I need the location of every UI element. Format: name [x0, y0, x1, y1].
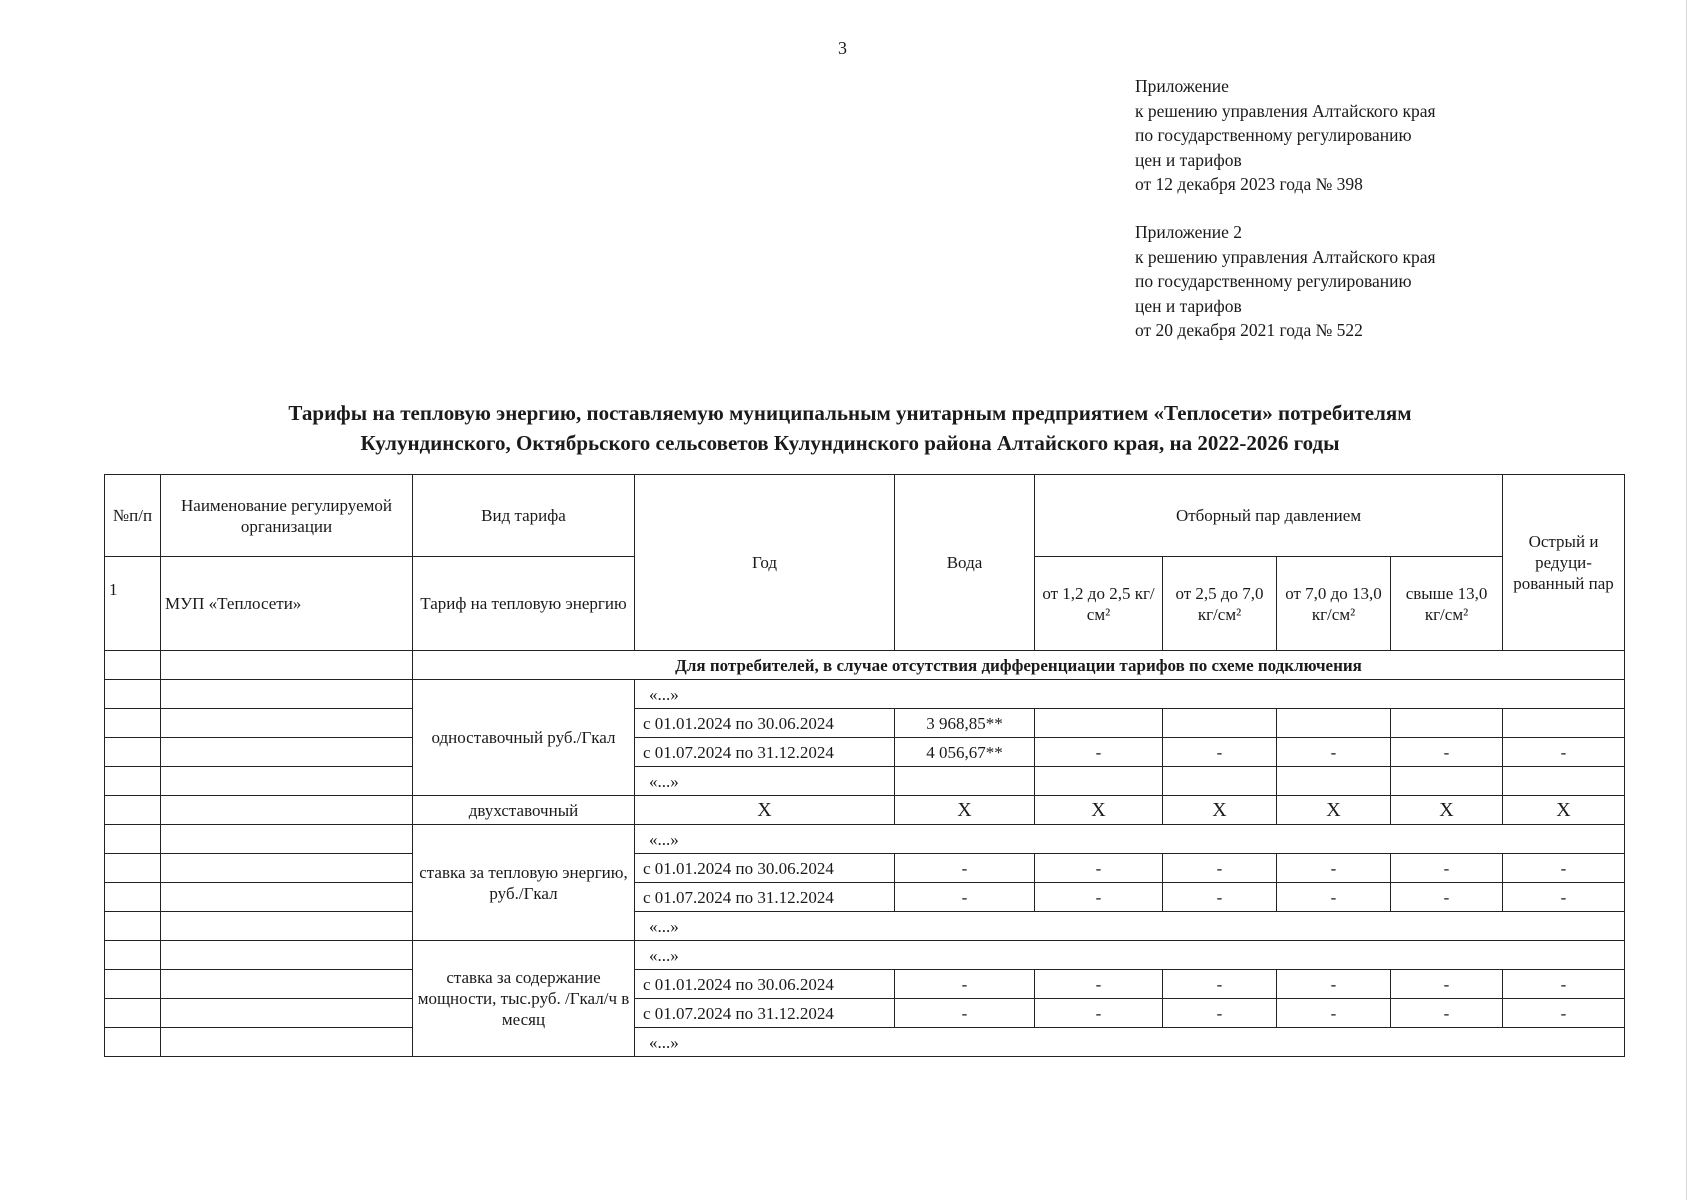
ellipsis: «...»: [635, 825, 1625, 854]
x-cell: Х: [1503, 796, 1625, 825]
appendix-2-line: к решению управления Алтайского края: [1135, 246, 1436, 267]
header-water: Вода: [895, 475, 1035, 651]
period-cell: с 01.01.2024 по 30.06.2024: [635, 970, 895, 999]
dash-cell: -: [1035, 738, 1163, 767]
header-steam: Отборный пар давлением: [1035, 475, 1503, 557]
dash-cell: -: [1163, 738, 1277, 767]
x-cell: Х: [635, 796, 895, 825]
dash-cell: -: [1503, 738, 1625, 767]
water-value: 4 056,67**: [895, 738, 1035, 767]
table-row: [105, 796, 1625, 825]
dash-cell: -: [1503, 999, 1625, 1028]
dash-cell: -: [895, 883, 1035, 912]
section-title: Для потребителей, в случае отсутствия дифференциации тарифов по схеме подключения: [413, 651, 1625, 680]
header-sharp-steam: Острый и редуци-рованный пар: [1503, 475, 1625, 651]
dash-cell: -: [1277, 883, 1391, 912]
dash-cell: -: [1163, 883, 1277, 912]
ellipsis: «...»: [635, 912, 1625, 941]
dash-cell: -: [1035, 970, 1163, 999]
header-org: Наименование регулируемой организации: [161, 475, 413, 557]
dash-cell: -: [1277, 854, 1391, 883]
dash-cell: -: [1163, 999, 1277, 1028]
dash-cell: -: [1391, 854, 1503, 883]
dash-cell: -: [1277, 999, 1391, 1028]
table-header-row: [105, 475, 1625, 557]
document-title: [150, 398, 1550, 458]
header-num: №п/п: [105, 475, 161, 557]
dash-cell: -: [1391, 970, 1503, 999]
two-rate-label: двухставочный: [413, 796, 635, 825]
table-row: [105, 999, 1625, 1028]
x-cell: Х: [1391, 796, 1503, 825]
document-title-line-2: Кулундинского, Октябрьского сельсоветов Кулундинского района Алтайского края, на 2022-2026 годы: [360, 431, 1340, 455]
tariff-table: [104, 474, 1625, 1057]
dash-cell: -: [1503, 883, 1625, 912]
ellipsis: «...»: [635, 680, 1625, 709]
dash-cell: -: [895, 999, 1035, 1028]
dash-cell: -: [1163, 970, 1277, 999]
appendix-1-line: от 12 декабря 2023 года № 398: [1135, 174, 1363, 194]
row-num: 1: [105, 557, 161, 651]
dash-cell: -: [895, 970, 1035, 999]
appendix-1-line: по государственному регулированию: [1135, 125, 1412, 145]
table-row: [105, 825, 1625, 854]
appendix-2-line: Приложение 2: [1135, 222, 1243, 242]
dash-cell: -: [1035, 883, 1163, 912]
ellipsis: «...»: [635, 941, 1625, 970]
header-steam-4: свыше 13,0 кг/см²: [1391, 557, 1503, 651]
document-title-line-1: Тарифы на тепловую энергию, поставляемую муниципальным унитарным предприятием «Теплосети» потребителям: [288, 401, 1412, 425]
dash-cell: -: [1503, 854, 1625, 883]
table-row: [105, 912, 1625, 941]
header-steam-2: от 2,5 до 7,0 кг/см²: [1163, 557, 1277, 651]
table-row: [105, 767, 1625, 796]
x-cell: Х: [895, 796, 1035, 825]
period-cell: с 01.07.2024 по 31.12.2024: [635, 999, 895, 1028]
scan-edge-line: [1686, 0, 1687, 1200]
dash-cell: -: [1163, 854, 1277, 883]
dash-cell: -: [1391, 738, 1503, 767]
appendix-1-block: [1135, 74, 1436, 197]
ellipsis: «...»: [635, 767, 895, 796]
table-row: [105, 680, 1625, 709]
dash-cell: -: [895, 854, 1035, 883]
heat-rate-label: ставка за тепловую энергию, руб./Гкал: [413, 825, 635, 941]
header-tariff-type: Вид тарифа: [413, 475, 635, 557]
period-cell: с 01.07.2024 по 31.12.2024: [635, 738, 895, 767]
header-year: Год: [635, 475, 895, 651]
x-cell: Х: [1035, 796, 1163, 825]
x-cell: Х: [1277, 796, 1391, 825]
appendix-2-block: [1135, 220, 1436, 343]
dash-cell: -: [1391, 999, 1503, 1028]
table-row: [105, 738, 1625, 767]
appendix-1-line: цен и тарифов: [1135, 149, 1242, 170]
table-row: [105, 883, 1625, 912]
table-row: [105, 941, 1625, 970]
dash-cell: -: [1503, 970, 1625, 999]
row-org-name: МУП «Теплосети»: [161, 557, 413, 651]
appendix-1-line: к решению управления Алтайского края: [1135, 100, 1436, 121]
ellipsis: «...»: [635, 1028, 1625, 1057]
table-row: [105, 970, 1625, 999]
row-tariff-name: Тариф на тепловую энергию: [413, 557, 635, 651]
table-row: [105, 651, 1625, 680]
table-row: [105, 1028, 1625, 1057]
dash-cell: -: [1035, 999, 1163, 1028]
page-number: 3: [838, 38, 847, 58]
dash-cell: -: [1277, 738, 1391, 767]
dash-cell: -: [1277, 970, 1391, 999]
dash-cell: -: [1391, 883, 1503, 912]
appendix-1-line: Приложение: [1135, 76, 1229, 96]
table-row: [105, 854, 1625, 883]
period-cell: с 01.07.2024 по 31.12.2024: [635, 883, 895, 912]
appendix-2-line: от 20 декабря 2021 года № 522: [1135, 320, 1363, 340]
appendix-2-line: по государственному регулированию: [1135, 271, 1412, 291]
capacity-rate-label: ставка за содержание мощности, тыс.руб. /Гкал/ч в месяц: [413, 941, 635, 1057]
period-cell: с 01.01.2024 по 30.06.2024: [635, 709, 895, 738]
single-rate-label: одноставочный руб./Гкал: [413, 680, 635, 796]
appendix-2-line: цен и тарифов: [1135, 295, 1242, 316]
header-steam-1: от 1,2 до 2,5 кг/см²: [1035, 557, 1163, 651]
water-value: 3 968,85**: [895, 709, 1035, 738]
period-cell: с 01.01.2024 по 30.06.2024: [635, 854, 895, 883]
header-steam-3: от 7,0 до 13,0 кг/см²: [1277, 557, 1391, 651]
dash-cell: -: [1035, 854, 1163, 883]
x-cell: Х: [1163, 796, 1277, 825]
table-row: [105, 709, 1625, 738]
